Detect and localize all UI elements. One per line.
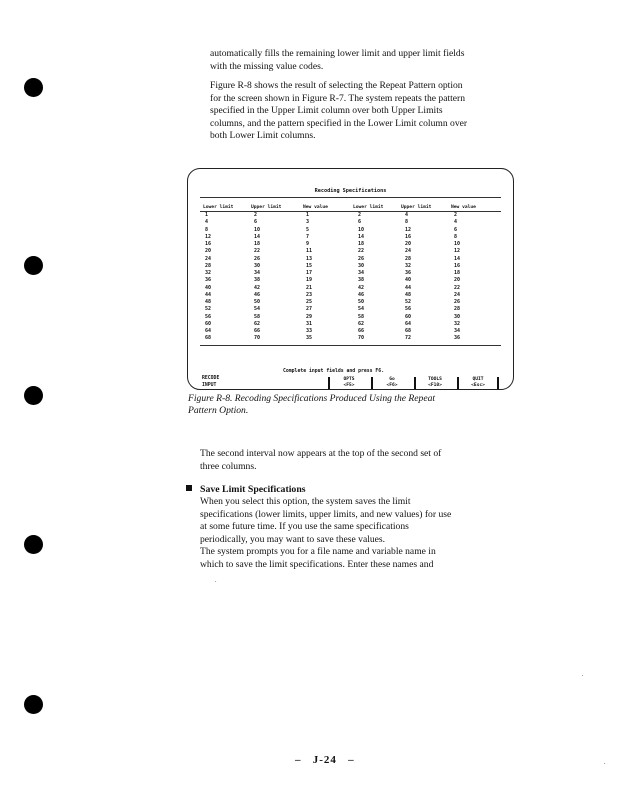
cell-new-value-2[interactable]: 28 xyxy=(454,306,461,313)
cell-lower-limit-1[interactable]: 12 xyxy=(205,233,212,240)
caption-line: Figure R-8. Recoding Specifications Produced Using the Repeat xyxy=(188,393,436,404)
go-label: Go xyxy=(389,377,395,382)
cell-lower-limit-2[interactable]: 62 xyxy=(358,320,365,327)
text-line: three columns. xyxy=(200,460,257,472)
cell-new-value-1[interactable]: 7 xyxy=(306,233,310,240)
opts-function-key[interactable] xyxy=(328,377,368,389)
cell-lower-limit-1[interactable]: 48 xyxy=(205,299,212,305)
cell-upper-limit-1[interactable]: 22 xyxy=(254,248,261,255)
cell-new-value-1[interactable]: 31 xyxy=(306,320,313,327)
section-body xyxy=(200,496,510,571)
header-new-value-2: New value xyxy=(451,205,476,210)
cell-lower-limit-2[interactable]: 34 xyxy=(358,270,365,276)
cell-lower-limit-2[interactable]: 14 xyxy=(358,233,365,240)
cell-upper-limit-2[interactable]: 64 xyxy=(405,320,412,327)
cell-lower-limit-1[interactable]: 40 xyxy=(205,284,212,291)
text-line: The system prompts you for a file name and variable name in xyxy=(200,546,436,557)
figure-caption xyxy=(188,393,508,417)
cell-upper-limit-1[interactable]: 10 xyxy=(254,226,261,233)
column-lower-limit-2[interactable] xyxy=(358,212,364,343)
column-new-value-2[interactable] xyxy=(454,212,460,343)
header-new-value-1: New value xyxy=(303,205,328,210)
text-line: specifications (lower limits, upper limits, and new values) for use xyxy=(200,508,452,520)
text-line: Figure R-8 shows the result of selecting the Repeat Pattern option xyxy=(210,80,463,91)
text-line: The second interval now appears at the top of the second set of xyxy=(200,448,442,459)
cell-lower-limit-1[interactable]: 68 xyxy=(205,335,212,342)
header-rule-top xyxy=(200,197,501,198)
cell-new-value-1[interactable]: 33 xyxy=(306,328,313,334)
cell-upper-limit-1[interactable]: 70 xyxy=(254,335,261,342)
tools-function-key[interactable] xyxy=(414,377,454,389)
text-line: periodically, you may want to save these values. xyxy=(200,533,386,545)
cell-new-value-1[interactable]: 25 xyxy=(306,299,313,305)
header-upper-limit-2: Upper limit xyxy=(401,205,432,210)
cell-upper-limit-2[interactable]: 4 xyxy=(405,212,409,218)
cell-lower-limit-2[interactable]: 2 xyxy=(358,212,362,218)
text-line: specified in the Upper Limit column over both Upper Limits xyxy=(210,105,443,116)
cell-lower-limit-1[interactable]: 36 xyxy=(205,277,212,284)
status-line-1: RECODE xyxy=(202,376,220,381)
cell-upper-limit-2[interactable]: 32 xyxy=(405,262,412,269)
cell-upper-limit-1[interactable]: 26 xyxy=(254,255,261,262)
bullet-icon xyxy=(186,485,192,491)
cell-new-value-2[interactable]: 10 xyxy=(454,241,461,247)
cell-upper-limit-2[interactable]: 52 xyxy=(405,299,412,305)
cell-upper-limit-2[interactable]: 24 xyxy=(405,248,412,255)
quit-label: QUIT xyxy=(472,377,484,382)
cell-lower-limit-2[interactable]: 50 xyxy=(358,299,365,305)
cell-lower-limit-1[interactable]: 32 xyxy=(205,270,212,276)
cell-lower-limit-2[interactable]: 18 xyxy=(358,241,365,247)
cell-upper-limit-1[interactable]: 2 xyxy=(254,212,258,218)
cell-upper-limit-1[interactable]: 50 xyxy=(254,299,261,305)
text-line: both Lower Limit columns. xyxy=(210,130,316,141)
cell-new-value-1[interactable]: 13 xyxy=(306,255,313,262)
cell-upper-limit-2[interactable]: 8 xyxy=(405,219,409,226)
cell-new-value-1[interactable]: 15 xyxy=(306,262,313,269)
footer-dash-right: – xyxy=(336,754,355,766)
interval-paragraph xyxy=(200,448,510,473)
cell-lower-limit-2[interactable]: 10 xyxy=(358,226,365,233)
cell-new-value-1[interactable]: 19 xyxy=(306,277,313,284)
cell-upper-limit-1[interactable]: 18 xyxy=(254,241,261,247)
cell-upper-limit-2[interactable]: 60 xyxy=(405,313,412,320)
intro-paragraph xyxy=(210,48,520,73)
scan-mark: . xyxy=(604,760,606,766)
cell-lower-limit-1[interactable]: 24 xyxy=(205,255,212,262)
binder-hole-5 xyxy=(24,695,43,714)
cell-lower-limit-2[interactable]: 54 xyxy=(358,306,365,313)
binder-hole-1 xyxy=(24,78,43,97)
column-lower-limit-1[interactable] xyxy=(205,212,211,343)
cell-lower-limit-1[interactable]: 64 xyxy=(205,328,212,334)
cell-lower-limit-2[interactable]: 26 xyxy=(358,255,365,262)
cell-lower-limit-1[interactable]: 8 xyxy=(205,226,209,233)
column-new-value-1[interactable] xyxy=(306,212,312,343)
scan-mark: . xyxy=(582,672,584,678)
cell-lower-limit-2[interactable]: 46 xyxy=(358,291,365,298)
cell-lower-limit-2[interactable]: 22 xyxy=(358,248,365,255)
caption-line: Pattern Option. xyxy=(188,405,249,416)
cell-new-value-1[interactable]: 29 xyxy=(306,313,313,320)
cell-upper-limit-2[interactable]: 40 xyxy=(405,277,412,284)
cell-lower-limit-1[interactable]: 4 xyxy=(205,219,209,226)
cell-lower-limit-1[interactable]: 20 xyxy=(205,248,212,255)
text-line: When you select this option, the system saves the limit xyxy=(200,496,411,507)
cell-new-value-1[interactable]: 5 xyxy=(306,226,310,233)
cell-new-value-2[interactable]: 30 xyxy=(454,313,461,320)
cell-upper-limit-1[interactable]: 14 xyxy=(254,233,261,240)
recoding-screen xyxy=(187,168,514,390)
cell-upper-limit-1[interactable]: 54 xyxy=(254,306,261,313)
section-heading xyxy=(186,484,306,495)
cell-lower-limit-1[interactable]: 60 xyxy=(205,320,212,327)
section-heading-text: Save Limit Specifications xyxy=(200,484,306,495)
screen-title: Recoding Specifications xyxy=(314,188,387,194)
cell-upper-limit-2[interactable]: 28 xyxy=(405,255,412,262)
cell-upper-limit-1[interactable]: 42 xyxy=(254,284,261,291)
quit-key: <Esc> xyxy=(471,383,485,388)
cell-lower-limit-2[interactable]: 66 xyxy=(358,328,365,334)
cell-new-value-2[interactable]: 34 xyxy=(454,328,461,334)
cell-new-value-1[interactable]: 9 xyxy=(306,241,310,247)
opts-label: OPTS xyxy=(343,377,355,382)
page-footer xyxy=(295,754,355,766)
page-number: J-24 xyxy=(312,754,337,766)
cell-upper-limit-1[interactable]: 58 xyxy=(254,313,261,320)
cell-lower-limit-1[interactable]: 1 xyxy=(205,212,209,218)
text-line: for the screen shown in Figure R-7. The system repeats the pattern xyxy=(210,92,466,104)
column-upper-limit-2[interactable] xyxy=(405,212,411,343)
cell-upper-limit-2[interactable]: 20 xyxy=(405,241,412,247)
cell-new-value-2[interactable]: 14 xyxy=(454,255,461,262)
header-upper-limit-1: Upper limit xyxy=(251,205,282,210)
cell-new-value-1[interactable]: 11 xyxy=(306,248,313,255)
binder-hole-2 xyxy=(24,256,43,275)
cell-lower-limit-2[interactable]: 58 xyxy=(358,313,365,320)
cell-new-value-2[interactable]: 22 xyxy=(454,284,461,291)
cell-new-value-2[interactable]: 26 xyxy=(454,299,461,305)
cell-lower-limit-1[interactable]: 28 xyxy=(205,262,212,269)
cell-upper-limit-2[interactable]: 68 xyxy=(405,328,412,334)
cell-lower-limit-2[interactable]: 30 xyxy=(358,262,365,269)
cell-new-value-1[interactable]: 27 xyxy=(306,306,313,313)
cell-upper-limit-2[interactable]: 56 xyxy=(405,306,412,313)
cell-new-value-1[interactable]: 1 xyxy=(306,212,310,218)
cell-upper-limit-1[interactable]: 62 xyxy=(254,320,261,327)
cell-upper-limit-2[interactable]: 48 xyxy=(405,291,412,298)
cell-new-value-2[interactable]: 32 xyxy=(454,320,461,327)
cell-upper-limit-2[interactable]: 36 xyxy=(405,270,412,276)
go-key: <F6> xyxy=(386,383,398,388)
cell-upper-limit-2[interactable]: 72 xyxy=(405,335,412,342)
binder-hole-3 xyxy=(24,386,43,405)
cell-new-value-2[interactable]: 36 xyxy=(454,335,461,342)
cell-upper-limit-1[interactable]: 34 xyxy=(254,270,261,276)
cell-new-value-2[interactable]: 8 xyxy=(454,233,458,240)
cell-new-value-2[interactable]: 12 xyxy=(454,248,461,255)
cell-upper-limit-1[interactable]: 66 xyxy=(254,328,261,334)
figure-reference-paragraph xyxy=(210,80,520,143)
cell-new-value-2[interactable]: 6 xyxy=(454,226,458,233)
go-function-key[interactable] xyxy=(371,377,411,389)
cell-new-value-1[interactable]: 35 xyxy=(306,335,313,342)
column-upper-limit-1[interactable] xyxy=(254,212,260,343)
text-line: at some future time. If you use the same specifications xyxy=(200,521,409,532)
cell-lower-limit-2[interactable]: 42 xyxy=(358,284,365,291)
cell-upper-limit-1[interactable]: 30 xyxy=(254,262,261,269)
binder-hole-4 xyxy=(24,535,43,554)
opts-key: <F5> xyxy=(343,383,355,388)
cell-new-value-1[interactable]: 21 xyxy=(306,284,313,291)
text-line: columns, and the pattern specified in the Lower Limit column over xyxy=(210,117,468,129)
cell-new-value-1[interactable]: 3 xyxy=(306,219,310,226)
text-line: with the missing value codes. xyxy=(210,60,324,72)
cell-new-value-1[interactable]: 23 xyxy=(306,291,313,298)
cell-lower-limit-1[interactable]: 44 xyxy=(205,291,212,298)
cell-new-value-2[interactable]: 2 xyxy=(454,212,458,218)
cell-new-value-2[interactable]: 18 xyxy=(454,270,461,276)
cell-lower-limit-1[interactable]: 16 xyxy=(205,241,212,247)
footer-dash-left: – xyxy=(295,754,313,766)
cell-lower-limit-2[interactable]: 38 xyxy=(358,277,365,284)
cell-lower-limit-1[interactable]: 56 xyxy=(205,313,212,320)
header-lower-limit-1: Lower limit xyxy=(203,205,234,210)
tools-label: TOOLS xyxy=(428,377,442,382)
cell-upper-limit-2[interactable]: 44 xyxy=(405,284,412,291)
cell-new-value-1[interactable]: 17 xyxy=(306,270,313,276)
text-line: which to save the limit specifications. Enter these names and xyxy=(200,558,434,570)
cell-lower-limit-2[interactable]: 70 xyxy=(358,335,365,342)
header-lower-limit-2: Lower limit xyxy=(353,205,384,210)
status-line-2: INPUT xyxy=(202,383,217,388)
text-line: automatically fills the remaining lower limit and upper limit fields xyxy=(210,48,465,59)
quit-function-key[interactable] xyxy=(457,377,499,389)
body-rule-bottom xyxy=(200,345,501,346)
tools-key: <F10> xyxy=(428,383,442,388)
cell-new-value-2[interactable]: 20 xyxy=(454,277,461,284)
cell-upper-limit-1[interactable]: 38 xyxy=(254,277,261,284)
cell-upper-limit-1[interactable]: 6 xyxy=(254,219,258,226)
cell-lower-limit-2[interactable]: 6 xyxy=(358,219,362,226)
scan-mark: . xyxy=(215,578,217,584)
cell-new-value-2[interactable]: 4 xyxy=(454,219,458,226)
cell-upper-limit-1[interactable]: 46 xyxy=(254,291,261,298)
cell-upper-limit-2[interactable]: 12 xyxy=(405,226,412,233)
input-prompt: Complete input fields and press F6. xyxy=(283,369,385,374)
cell-upper-limit-2[interactable]: 16 xyxy=(405,233,412,240)
cell-new-value-2[interactable]: 16 xyxy=(454,262,461,269)
cell-new-value-2[interactable]: 24 xyxy=(454,291,461,298)
cell-lower-limit-1[interactable]: 52 xyxy=(205,306,212,313)
